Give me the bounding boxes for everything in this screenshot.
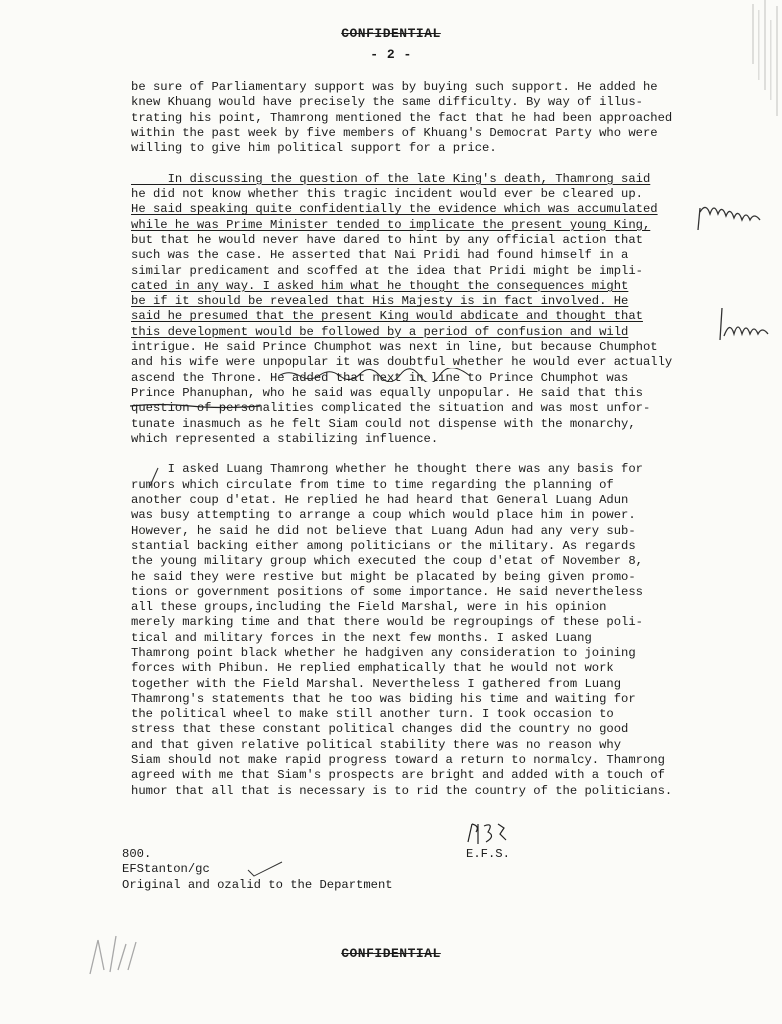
text-line: forces with Phibun. He replied emphatically that he would not work [131, 661, 614, 676]
strike-scribble [280, 368, 480, 382]
text-line-underlined: cated in any way. I asked him what he thought the consequences might [131, 278, 629, 293]
margin-scribble-lower [716, 300, 782, 350]
footer-reference-block [122, 847, 542, 893]
reference-check-mark [246, 860, 286, 880]
text-line: stantial backing either among politicians or the military. As regards [131, 538, 636, 553]
text-line: tunate inasmuch as he felt Siam could not dispense with the monarchy, [131, 416, 636, 431]
text-line: ascend the Throne. He added that next in line to Prince Chumphot was [131, 370, 629, 385]
text-line: merely marking time and that there would be regroupings of these poli- [131, 615, 643, 630]
file-number: 800. [122, 847, 152, 861]
text-line: be sure of Parliamentary support was by buying such support. He added he [131, 80, 658, 94]
text-line: tions or government positions of some importance. He said nevertheless [131, 584, 643, 599]
text-line-underlined: He said speaking quite confidentially the evidence which was accumulated [131, 202, 658, 217]
page-number: - 2 - [370, 47, 412, 62]
reference-initials: EFStanton/gc [122, 862, 210, 877]
text-line: stress that these constant political changes did the country no good [131, 722, 629, 737]
text-line: similar predicament and scoffed at the idea that Pridi might be impli- [131, 263, 643, 278]
text-line: rumors which circulate from time to time regarding the planning of [131, 477, 614, 492]
text-line-underlined: this development would be followed by a period of confusion and wild [131, 324, 629, 339]
text-line: question of personalities complicated the situation and was most unfor- [131, 401, 651, 416]
text-line: tical and military forces in the next few months. I asked Luang [131, 630, 592, 645]
footer-classification: CONFIDENTIAL [341, 946, 441, 961]
text-line: was busy attempting to arrange a coup which would place him in power. [131, 508, 636, 523]
margin-tick [148, 466, 168, 490]
text-line: and that given relative political stability there was no reason why [131, 737, 622, 752]
text-line: but that he would never have dared to hint by any official action that [131, 232, 643, 247]
text-line: Prince Phanuphan, who he said was equally unpopular. He said that this [131, 385, 643, 400]
distribution-note: Original and ozalid to the Department [122, 877, 393, 892]
text-line: the political wheel to make still another turn. I took occasion to [131, 707, 614, 722]
margin-scribble-upper [694, 200, 774, 240]
text-line: within the past week by five members of Khuang's Democrat Party who were [131, 125, 658, 140]
text-line-underlined: In discussing the question of the late King's death, Thamrong said [131, 171, 651, 186]
text-line: trating his point, Thamrong mentioned the fact that he had been approached [131, 110, 673, 125]
text-line: which represented a stabilizing influence. [131, 431, 439, 446]
header-classification: CONFIDENTIAL [341, 26, 441, 41]
text-line: However, he said he did not believe that Luang Adun had any very sub- [131, 523, 636, 538]
text-line: knew Khuang would have precisely the same difficulty. By way of illus- [131, 95, 643, 110]
text-line: he did not know whether this tragic incident would ever be cleared up. [131, 187, 643, 202]
text-line: agreed with me that Siam's prospects are bright and added with a touch of [131, 768, 665, 783]
text-line-underlined: while he was Prime Minister tended to implicate the present young King, [131, 217, 651, 232]
text-line: Thamrong's statements that he too was biding his time and waiting for [131, 691, 636, 706]
text-line: the young military group which executed the coup d'etat of November 8, [131, 554, 643, 569]
typed-initials: E.F.S. [466, 847, 510, 861]
text-line-underlined: be if it should be revealed that His Majesty is in fact involved. He [131, 294, 629, 309]
text-line: Siam should not make rapid progress toward a return to normalcy. Thamrong [131, 753, 665, 768]
text-line: all these groups,including the Field Marshal, were in his opinion [131, 600, 607, 615]
underline-prince-phanuphan [130, 403, 270, 409]
text-line: he said they were restive but might be placated by being given promo- [131, 569, 636, 584]
text-line-underlined: said he presumed that the present King would abdicate and thought that [131, 309, 643, 324]
text-line: such was the case. He asserted that Nai Pridi had found himself in a [131, 248, 629, 263]
text-line: another coup d'etat. He replied he had heard that General Luang Adun [131, 493, 629, 508]
text-line: willing to give him political support for a price. [131, 141, 497, 156]
text-line: and his wife were unpopular it was doubtful whether he would ever actually [131, 355, 673, 370]
letter-body [131, 80, 701, 799]
text-line: I asked Luang Thamrong whether he thought there was any basis for [131, 462, 643, 477]
text-line: together with the Field Marshal. Nevertheless I gathered from Luang [131, 676, 622, 691]
text-line: humor that all that is necessary is to rid the country of the politicians. [131, 783, 673, 798]
handwritten-initials [464, 820, 524, 850]
text-line: intrigue. He said Prince Chumphot was next in line, but because Chumphot [131, 340, 658, 355]
text-line: Thamrong point black whether he hadgiven any consideration to joining [131, 645, 636, 660]
